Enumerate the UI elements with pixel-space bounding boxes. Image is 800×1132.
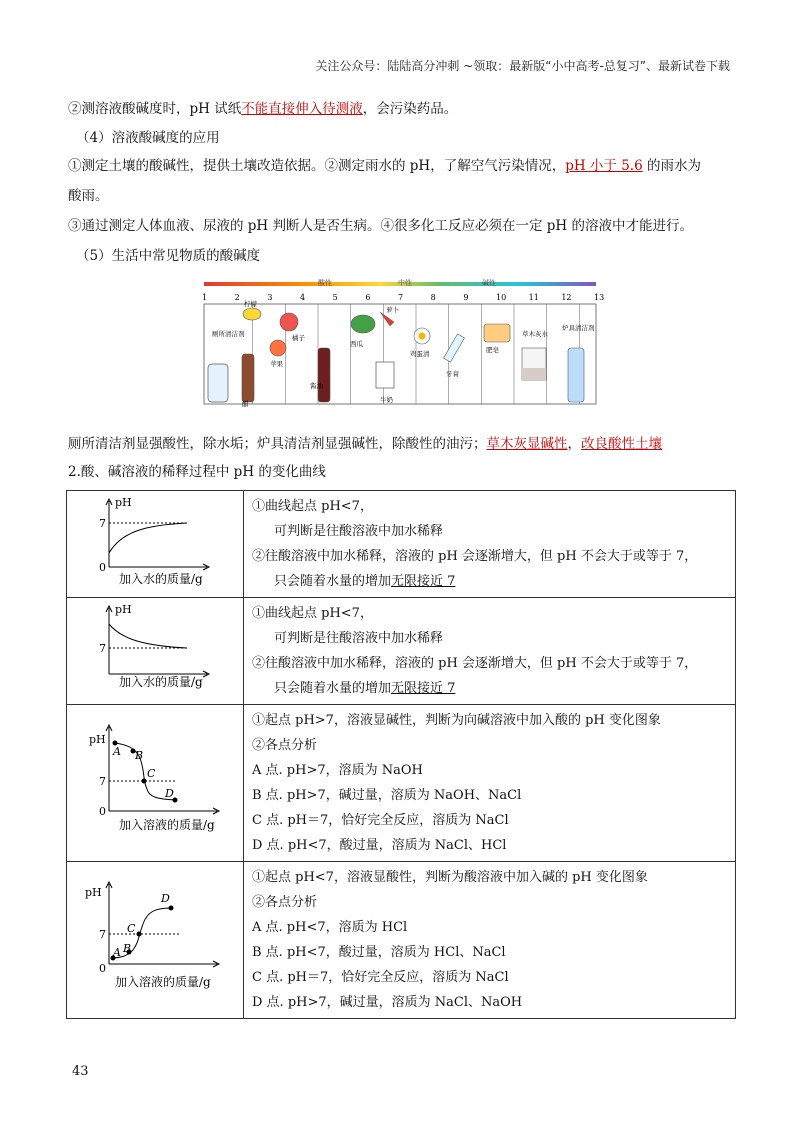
axis-ph: pH [115, 603, 132, 616]
text-line-5: ③通过测定人体血液、尿液的 pH 判断人是否生病。④很多化工反应必须在一定 pH 的溶液中才能进行。 [68, 218, 693, 234]
section-2-heading: 2.酸、碱溶液的稀释过程中 pH 的变化曲线 [68, 464, 326, 480]
label-b: B [123, 942, 132, 955]
label-watermelon: 西瓜 [350, 340, 363, 348]
label-toilet-cleaner: 厕所清洁剂 [212, 330, 245, 338]
axis-x-label: 加入水的质量/g [119, 572, 203, 586]
page-header: 关注公众号：陆陆高分冲刺 ~领取：最新版“小中高考-总复习”、最新试卷下载 [315, 59, 730, 73]
graph-cell [67, 705, 244, 862]
radish-sketch [380, 312, 394, 326]
table-row [67, 598, 736, 705]
graph-base-into-acid [67, 862, 243, 1014]
tick-7: 7 [99, 928, 106, 941]
axis-ph: pH [85, 886, 102, 899]
ph-number: 5 [332, 293, 338, 302]
neutral-label: 中性 [398, 279, 412, 287]
ph-numbers [202, 293, 604, 302]
graph-acid-dilution-1 [67, 491, 243, 589]
ph-number: 6 [365, 293, 371, 302]
label-b: B [135, 749, 144, 762]
ph-number: 8 [430, 293, 436, 302]
stove-cleaner-bottle [568, 348, 584, 402]
label-vinegar: 醋 [242, 400, 249, 408]
vinegar-bottle [242, 354, 254, 402]
label-ash-water: 草木灰水 [522, 330, 548, 338]
table-row [67, 491, 736, 598]
ph-number: 9 [463, 293, 469, 302]
ph-number: 3 [267, 293, 273, 302]
tick-7: 7 [99, 775, 106, 788]
toilet-cleaner-bottle [208, 364, 228, 402]
desc-cell: ①起点 pH<7，溶液显酸性，判断为酸溶液中加入碱的 pH 变化图象 ②各点分析 A 点. pH<7，溶质为 HCl B 点. pH<7，酸过量，溶质为 HCl、NaCl C 点. pH＝7，恰好完全反应，溶质为 NaCl D 点. pH>7，碱过量，溶质为 NaCl、NaOH [244, 862, 736, 1019]
tick-0: 0 [99, 805, 106, 818]
label-toothpaste: 牙膏 [446, 370, 459, 378]
tick-0: 0 [99, 561, 106, 574]
graph-cell [67, 491, 244, 598]
ph-number: 11 [528, 293, 539, 302]
ph-number: 2 [234, 293, 240, 302]
text-line-4: 酸雨。 [68, 188, 109, 204]
text-line-3: ①测定土壤的酸碱性，提供土壤改造依据。②测定雨水的 pH，了解空气污染情况，pH 小于 5.6 的雨水为 [68, 158, 701, 174]
label-soy-sauce: 酱油 [310, 382, 323, 390]
apple-sketch [270, 340, 286, 356]
watermelon-sketch [351, 315, 375, 333]
label-egg-white: 鸡蛋清 [410, 350, 430, 358]
graph-cell [67, 598, 244, 705]
label-stove-cleaner: 炉具清洁剂 [562, 324, 595, 332]
egg-yolk [419, 333, 426, 340]
desc-cell: ①曲线起点 pH<7， 可判断是往酸溶液中加水稀释 ②往酸溶液中加水稀释，溶液的 pH 会逐渐增大，但 pH 不会大于或等于 7， 只会随着水量的增加无限接近 7 [244, 598, 736, 705]
label-orange: 橘子 [292, 334, 305, 342]
ph-number: 10 [496, 293, 507, 302]
axis-x-label: 加入溶液的质量/g [115, 975, 211, 989]
axis-ph: pH [115, 496, 132, 509]
axis-x-label: 加入水的质量/g [119, 675, 203, 689]
label-a: A [113, 745, 121, 758]
text-line-7: 厕所清洁剂显强酸性，除水垢；炉具清洁剂显强碱性，除酸性的油污；草木灰显碱性，改良酸性土壤 [68, 436, 662, 452]
desc-cell: ①起点 pH>7，溶液显碱性，判断为向碱溶液中加入酸的 pH 变化图象 ②各点分析 A 点. pH>7，溶质为 NaOH B 点. pH>7，碱过量，溶质为 NaOH、NaCl C 点. pH＝7，恰好完全反应，溶质为 NaCl D 点. pH<7，酸过量，溶质为 NaCl、HCl [244, 705, 736, 862]
ph-number: 12 [561, 293, 572, 302]
table-row [67, 705, 736, 862]
label-a: A [113, 946, 121, 959]
ph-number: 4 [300, 293, 306, 302]
point-d [169, 906, 174, 911]
section-4-heading: （4）溶液酸碱度的应用 [76, 130, 220, 146]
label-c: C [127, 922, 136, 935]
orange-sketch [280, 313, 298, 331]
ash-water-liquid [522, 368, 546, 380]
ph-number: 1 [202, 293, 208, 302]
lemon-sketch [243, 308, 261, 320]
label-milk: 牛奶 [380, 396, 393, 404]
label-radish: 萝卜 [386, 306, 399, 314]
ph-number: 7 [398, 293, 404, 302]
graph-cell [67, 862, 244, 1019]
label-d: D [161, 892, 170, 905]
milk-carton [376, 362, 394, 388]
graph-acid-into-base [67, 705, 243, 857]
desc-cell: ①曲线起点 pH<7， 可判断是往酸溶液中加水稀释 ②往酸溶液中加水稀释，溶液的 pH 会逐渐增大，但 pH 不会大于或等于 7， 只会随着水量的增加无限接近 7 [244, 491, 736, 598]
tick-7: 7 [99, 517, 106, 530]
label-d: D [165, 787, 174, 800]
text-line-1: ②测溶液酸碱度时，pH 试纸不能直接伸入待测液，会污染药品。 [68, 101, 458, 117]
label-soap: 肥皂 [486, 346, 499, 354]
page-number: 43 [72, 1064, 89, 1079]
ph-scale-figure [200, 276, 605, 410]
soap-sketch [484, 324, 510, 342]
ph-number: 13 [594, 293, 605, 302]
point-c [142, 779, 147, 784]
section-5-heading: （5）生活中常见物质的酸碱度 [76, 248, 261, 264]
label-c: C [147, 767, 156, 780]
toothpaste-sketch [444, 334, 465, 362]
tick-0: 0 [99, 962, 106, 975]
axis-ph: pH [89, 733, 106, 746]
axis-x-label: 加入溶液的质量/g [119, 818, 215, 832]
label-lemon: 柠檬 [244, 300, 257, 308]
table-row [67, 862, 736, 1019]
point-c [137, 932, 142, 937]
soy-sauce-bottle [318, 348, 330, 402]
tick-7: 7 [99, 642, 106, 655]
label-apple: 苹果 [270, 360, 283, 368]
acid-label: 酸性 [318, 279, 332, 287]
base-label: 碱性 [482, 279, 496, 287]
ph-curve-table [66, 490, 736, 1019]
graph-acid-dilution-2 [67, 598, 243, 696]
